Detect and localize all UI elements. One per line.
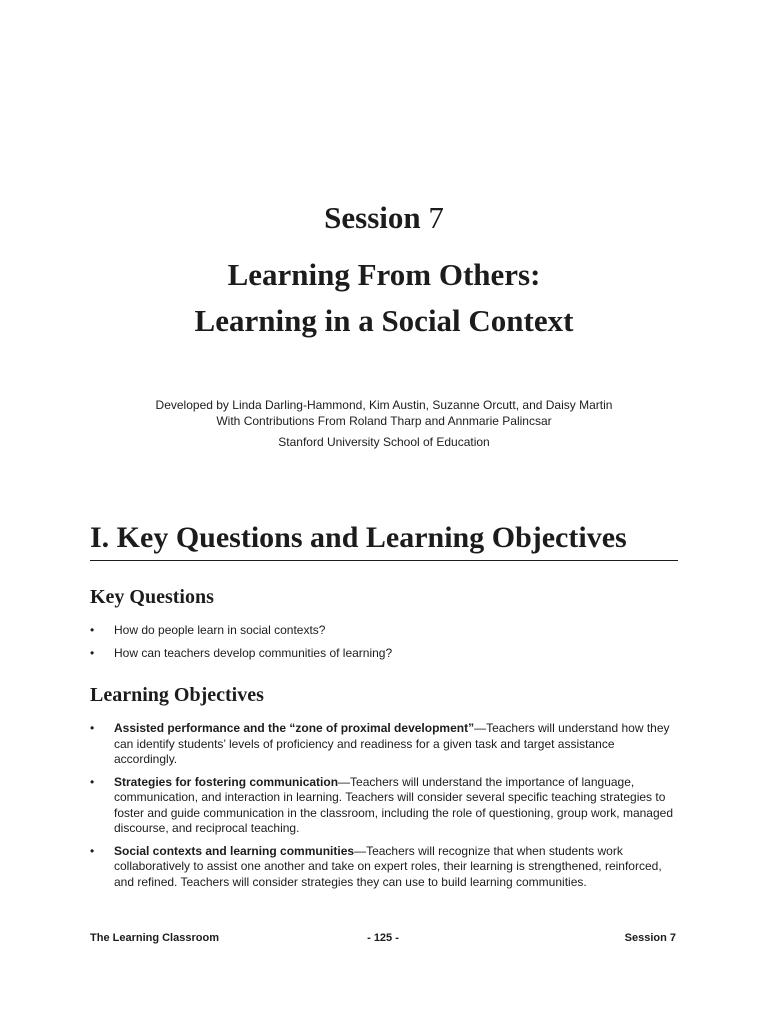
bullet-icon: • <box>90 843 95 858</box>
session-title <box>0 198 768 238</box>
session-number: 7 <box>428 200 444 235</box>
list-item <box>90 623 680 639</box>
list-item <box>90 844 680 891</box>
footer-session: Session 7 <box>624 932 676 944</box>
objective-term: Assisted performance and the “zone of proximal development” <box>114 721 475 735</box>
list-item-text: How can teachers develop communities of learning? <box>114 645 393 660</box>
credits-block <box>0 397 768 450</box>
footer-page-number: - 125 - <box>367 932 399 944</box>
objective-term: Strategies for fostering communication <box>114 774 339 789</box>
developed-by: Developed by Linda Darling-Hammond, Kim Austin, Suzanne Orcutt, and Daisy Martin <box>155 398 613 412</box>
session-label: Session <box>324 200 421 235</box>
institution: Stanford University School of Education <box>278 435 490 449</box>
page-footer <box>90 930 676 946</box>
bullet-icon: • <box>90 721 95 735</box>
list-item <box>90 775 680 837</box>
bullet-icon: • <box>90 774 95 789</box>
bullet-icon: • <box>90 645 95 660</box>
objective-text: —Teachers will understand how they can identify students’ levels of proficiency and readiness for a given task and target assistance accordingly. <box>114 721 670 766</box>
learning-objectives-list <box>90 721 680 897</box>
contributions: With Contributions From Roland Tharp and Annmarie Palincsar <box>216 414 552 428</box>
objective-text: —Teachers will understand the importance of language, communication, and interaction in learning. Teachers will consider several specific teaching strategies to foster and guide communication in the classroom, including the role of questioning, group work, managed discourse, and reciprocal teaching. <box>114 774 673 835</box>
section-heading: I. Key Questions and Learning Objectives <box>90 518 678 561</box>
page-title <box>0 252 768 344</box>
title-line-2: Learning in a Social Context <box>194 303 574 338</box>
title-line-1: Learning From Others: <box>227 257 541 292</box>
objective-text: —Teachers will recognize that when students work collaboratively to assist one another and take on expert roles, their learning is strengthened, reinforced, and refined. Teachers will consider strategies they can use to build learning communities. <box>114 843 662 889</box>
footer-book-title: The Learning Classroom <box>90 932 219 944</box>
key-questions-list <box>90 623 680 668</box>
list-item <box>90 721 680 768</box>
objective-term: Social contexts and learning communities <box>114 843 355 858</box>
learning-objectives-heading: Learning Objectives <box>90 684 264 706</box>
list-item-text: How do people learn in social contexts? <box>114 623 326 637</box>
key-questions-heading: Key Questions <box>90 586 214 608</box>
bullet-icon: • <box>90 623 95 637</box>
list-item <box>90 646 680 662</box>
